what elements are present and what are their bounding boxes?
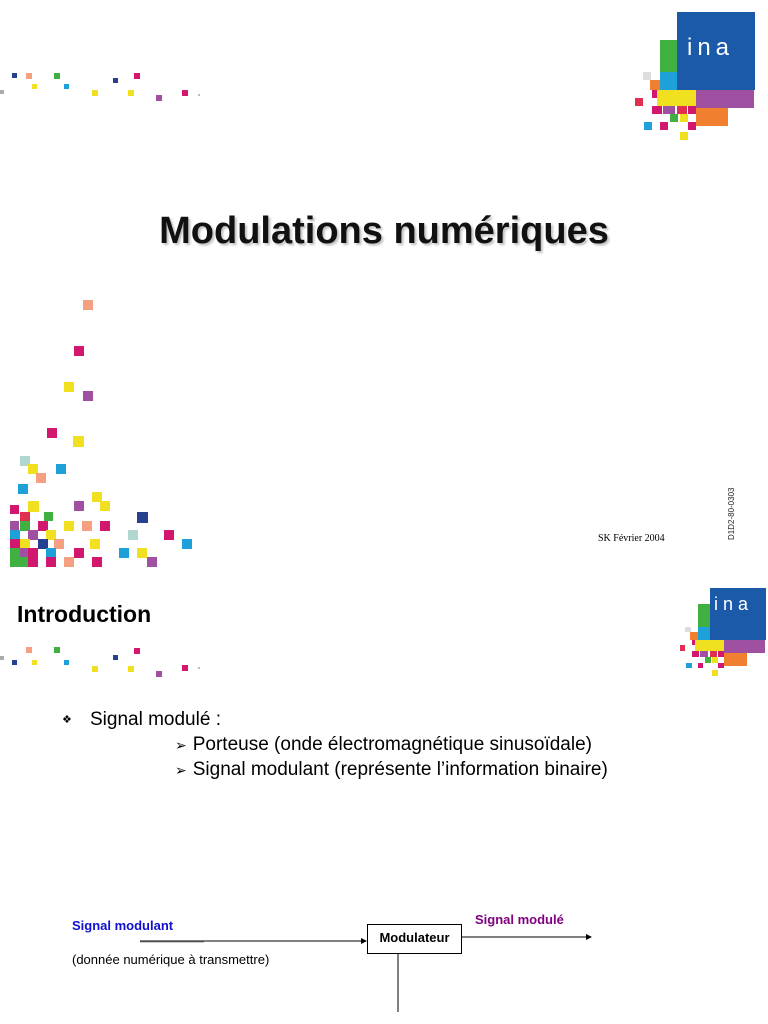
logo-tile	[686, 663, 692, 669]
decorative-square	[74, 548, 84, 558]
logo-tile	[692, 651, 699, 657]
decorative-square	[100, 521, 110, 531]
footer-date: SK Février 2004	[598, 533, 665, 544]
decorative-square	[92, 666, 98, 672]
logo-tile	[688, 106, 696, 114]
decorative-square	[128, 666, 134, 672]
decorative-square	[64, 382, 74, 392]
decorative-square	[182, 90, 188, 96]
decorative-square	[12, 73, 17, 78]
slide-heading: Introduction	[17, 601, 152, 627]
decorative-square	[28, 557, 38, 567]
arrow-bullet-icon: ➢	[175, 737, 187, 753]
logo-tile	[698, 604, 710, 627]
logo-tile	[705, 657, 711, 663]
logo-tile	[712, 670, 718, 676]
logo-tile	[688, 122, 696, 130]
decorative-square	[92, 90, 98, 96]
decorative-square	[128, 90, 134, 96]
decorative-square	[113, 78, 118, 83]
decorative-square	[46, 557, 56, 567]
decorative-square	[26, 73, 32, 79]
logo-tile	[680, 645, 686, 651]
logo-text: ina	[714, 594, 754, 614]
logo-tile	[718, 651, 724, 657]
decorative-square	[119, 548, 129, 558]
logo-tile	[680, 132, 688, 140]
introduction-slide	[0, 588, 768, 1024]
output-signal-label: Signal modulé	[475, 912, 564, 927]
decorative-square	[32, 660, 37, 665]
decorative-square	[64, 660, 69, 665]
decorative-square	[74, 501, 84, 511]
decorative-square	[90, 539, 100, 549]
logo-tile	[724, 653, 747, 666]
decorative-square	[10, 521, 19, 530]
decorative-square	[36, 473, 46, 483]
logo-tile	[718, 663, 724, 669]
logo-tile	[663, 106, 675, 114]
logo-tile	[660, 72, 677, 90]
sub-bullet-item: ➢ Porteuse (onde électromagnétique sinusoïdale)	[175, 734, 592, 755]
logo-tile	[657, 90, 677, 106]
decorative-square	[198, 667, 200, 669]
input-signal-label: Signal modulant	[72, 918, 174, 933]
decorative-square	[100, 501, 110, 511]
logo-tile	[677, 90, 696, 106]
logo-tile	[635, 98, 643, 106]
logo-tile	[710, 640, 724, 652]
modulator-block: Modulateur	[367, 924, 462, 954]
decorative-square	[137, 512, 148, 523]
diamond-bullet-icon: ❖	[62, 714, 72, 727]
decorative-square	[113, 655, 118, 660]
decorative-square	[10, 505, 19, 514]
decorative-square	[64, 84, 69, 89]
decorative-square	[44, 512, 53, 521]
logo-tile	[685, 627, 691, 633]
logo-tile	[670, 114, 678, 122]
decorative-square	[156, 95, 162, 101]
decorative-square	[56, 464, 66, 474]
decorative-square	[74, 346, 84, 356]
logo-tile	[724, 640, 766, 653]
decorative-square	[47, 428, 57, 438]
ina-logo	[676, 588, 766, 674]
logo-tile	[644, 122, 652, 130]
decorative-square	[134, 73, 140, 79]
logo-tile	[695, 640, 709, 652]
logo-tile	[690, 632, 697, 639]
logo-tile	[660, 122, 668, 130]
bullet-item: ❖ Signal modulé :	[62, 709, 221, 730]
logo-tile	[696, 108, 728, 126]
logo-tile	[652, 90, 657, 98]
decorative-square	[0, 656, 4, 660]
decorative-square	[182, 539, 192, 549]
logo-tile	[643, 72, 651, 80]
ina-logo	[630, 10, 755, 145]
decorative-square	[134, 648, 140, 654]
reference-code: D1D2-80-0303	[727, 487, 736, 540]
decorative-square	[182, 665, 188, 671]
input-signal-note: (donnée numérique à transmettre)	[72, 952, 270, 967]
decorative-square	[147, 557, 157, 567]
logo-tile	[698, 663, 704, 669]
decorative-square	[18, 484, 28, 494]
logo-tile	[696, 90, 754, 108]
decorative-square	[83, 391, 93, 401]
logo-tile	[698, 627, 710, 640]
decorative-square	[82, 521, 92, 531]
logo-tile	[660, 40, 677, 72]
decorative-square	[73, 436, 84, 447]
logo-tile	[652, 106, 662, 114]
decorative-square	[164, 530, 174, 540]
decorative-square	[10, 557, 20, 567]
decorative-square	[156, 671, 162, 677]
decorative-square	[0, 90, 4, 94]
decorative-square	[54, 73, 60, 79]
logo-tile	[677, 106, 687, 114]
logo-tile	[680, 114, 688, 122]
slide-title: Modulations numériques	[159, 210, 609, 252]
decorative-square	[32, 84, 37, 89]
decorative-square	[83, 300, 93, 310]
decorative-square	[26, 647, 32, 653]
decorative-square	[198, 94, 200, 96]
decorative-square	[54, 647, 60, 653]
logo-tile	[650, 80, 660, 90]
decorative-square	[64, 557, 74, 567]
decorative-square	[137, 548, 147, 558]
decorative-square	[128, 530, 138, 540]
arrow-bullet-icon: ➢	[175, 762, 187, 778]
decorative-square	[12, 660, 17, 665]
decorative-square	[28, 501, 39, 512]
decorative-square	[64, 521, 74, 531]
logo-text: ina	[687, 34, 735, 61]
decorative-square	[92, 557, 102, 567]
logo-tile	[692, 640, 696, 646]
sub-bullet-item: ➢ Signal modulant (représente l’information binaire)	[175, 759, 608, 780]
